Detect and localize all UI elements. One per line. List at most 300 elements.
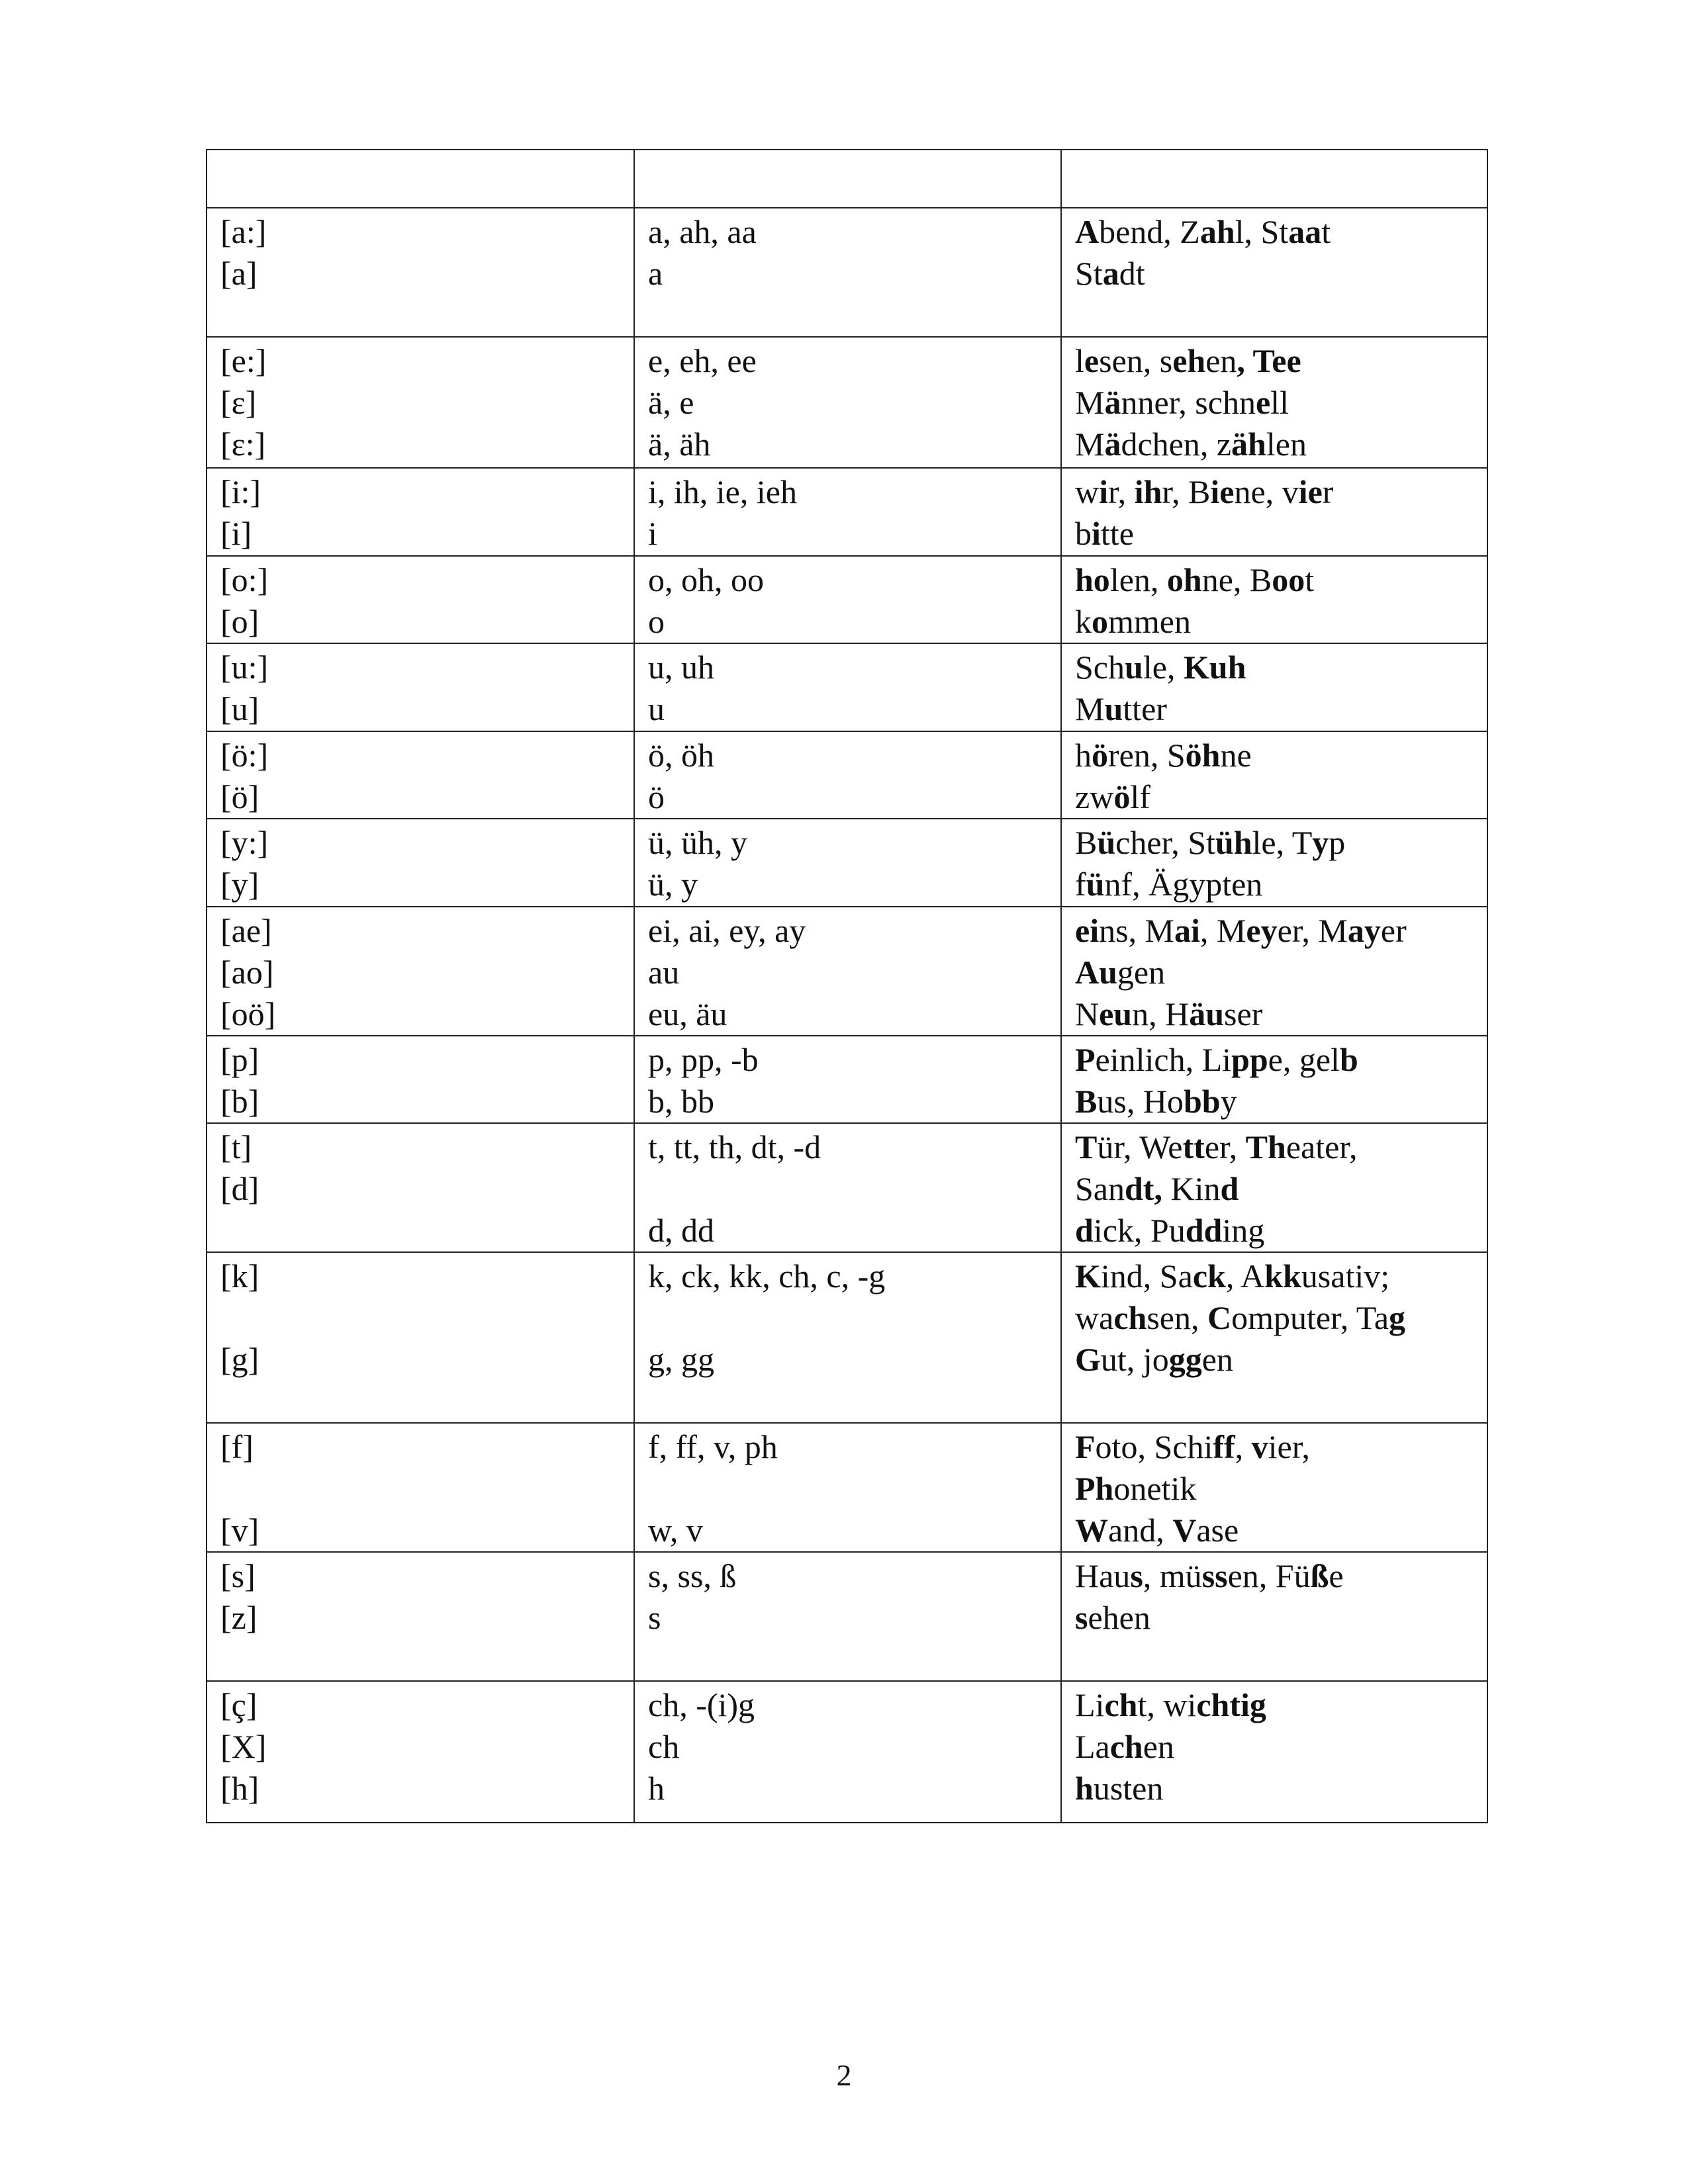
highlighted-letters: B [1075, 1083, 1098, 1120]
ipa-symbol: [f] [220, 1428, 254, 1465]
spelling-text: au [648, 954, 680, 991]
example-text: le, T [1252, 824, 1313, 861]
example-text: Li [1075, 1686, 1105, 1723]
example-cell [1061, 1681, 1487, 1823]
highlighted-letters: b [1339, 1041, 1358, 1078]
example-line [1075, 382, 1474, 424]
ipa-symbol: [ö:] [220, 737, 269, 774]
example-text: ier, [1268, 1428, 1310, 1465]
example-line [1075, 1597, 1474, 1639]
sound-cell [207, 1423, 634, 1552]
highlighted-letters: o [1092, 603, 1108, 640]
highlighted-letters: ih [1134, 473, 1162, 510]
example-text: ür, We [1097, 1128, 1183, 1165]
ipa-symbol: [t] [220, 1128, 252, 1165]
example-text: onetik [1113, 1470, 1197, 1507]
example-line [1075, 1726, 1474, 1768]
highlighted-letters: G [1075, 1341, 1101, 1378]
example-text: Kin [1162, 1170, 1221, 1207]
sound-cell [207, 1036, 634, 1123]
ipa-symbol: [a:] [220, 213, 267, 250]
example-cell [1061, 1252, 1487, 1423]
example-line [1075, 1126, 1474, 1168]
ipa-symbol: [i:] [220, 473, 261, 510]
highlighted-letters: ü [1086, 866, 1105, 903]
highlighted-letters: ß [1310, 1557, 1329, 1594]
ipa-symbol [220, 1468, 620, 1510]
table-row [207, 468, 1487, 556]
example-text: M [1075, 690, 1105, 727]
highlighted-letters: eu [1099, 995, 1133, 1032]
spelling-cell [634, 643, 1061, 731]
example-text: us, Ho [1097, 1083, 1184, 1120]
example-line [1075, 1768, 1474, 1809]
ipa-symbol: [b] [220, 1083, 259, 1120]
highlighted-letters: ch [1104, 1686, 1138, 1723]
example-text: zw [1075, 778, 1114, 815]
example-line [1075, 1468, 1474, 1510]
ipa-symbol: [d] [220, 1170, 259, 1207]
example-text: eater, [1286, 1128, 1358, 1165]
highlighted-letters: ey [1246, 912, 1278, 949]
highlighted-letters: d [1075, 1212, 1094, 1249]
highlighted-letters: d [1220, 1170, 1239, 1207]
example-text: M [1075, 426, 1105, 463]
example-text: , mü [1143, 1557, 1202, 1594]
sound-cell [207, 731, 634, 819]
example-text: gen [1117, 954, 1166, 991]
ipa-symbol: [ɛ] [220, 384, 257, 421]
highlighted-letters: Kuh [1183, 649, 1246, 686]
ipa-symbol: [s] [220, 1557, 256, 1594]
ipa-symbol: [o] [220, 603, 259, 640]
example-text: len [1266, 426, 1307, 463]
highlighted-letters: ay [1347, 912, 1381, 949]
header-cell-examples [1061, 150, 1487, 208]
ipa-symbol [220, 295, 620, 336]
example-line [1075, 1297, 1474, 1339]
ipa-symbol: [y:] [220, 824, 269, 861]
highlighted-letters: aa [1288, 213, 1322, 250]
example-text: ick, Pu [1093, 1212, 1186, 1249]
example-text: wa [1075, 1299, 1114, 1336]
spelling-cell [634, 1552, 1061, 1681]
ipa-symbol: [ɛ:] [220, 426, 266, 463]
highlighted-letters: i [1099, 473, 1109, 510]
example-text: b [1075, 515, 1092, 552]
highlighted-letters: kk [1264, 1257, 1301, 1295]
highlighted-letters: ö [1092, 737, 1108, 774]
example-text: le, [1143, 649, 1184, 686]
sound-cell [207, 208, 634, 337]
highlighted-letters: T [1075, 1128, 1098, 1165]
example-cell [1061, 337, 1487, 468]
example-line [1075, 864, 1474, 905]
example-text: e, gel [1268, 1041, 1340, 1078]
example-text: t, wi [1137, 1686, 1197, 1723]
example-text: usativ; [1301, 1257, 1390, 1295]
example-text: r, [1108, 473, 1135, 510]
example-text: p [1329, 824, 1346, 861]
spelling-cell [634, 1123, 1061, 1252]
example-text: er, M [1277, 912, 1348, 949]
example-text: ll [1270, 384, 1289, 421]
example-line [1075, 1210, 1474, 1251]
highlighted-letters: e [1084, 342, 1100, 379]
example-text: mmen [1108, 603, 1191, 640]
example-text: t [1321, 213, 1331, 250]
spelling-text: h [648, 1770, 665, 1807]
example-text: bend, Z [1099, 213, 1200, 250]
spelling-text: a, ah, aa [648, 213, 757, 250]
ipa-symbol: [h] [220, 1770, 259, 1807]
example-line [1075, 910, 1474, 952]
spelling-text: ä, äh [648, 426, 711, 463]
ipa-symbol: [e:] [220, 342, 267, 379]
example-text: ne, B [1201, 561, 1272, 598]
ipa-symbol [220, 1639, 620, 1680]
example-text: r, B [1162, 473, 1211, 510]
spelling-cell [634, 468, 1061, 556]
ipa-symbol: [ç] [220, 1686, 258, 1723]
example-text: f [1075, 866, 1086, 903]
spelling-text: g, gg [648, 1341, 714, 1378]
example-text: ns, M [1099, 912, 1175, 949]
highlighted-letters: F [1075, 1428, 1096, 1465]
spelling-text: ch, -(i)g [648, 1686, 755, 1723]
highlighted-letters: oo [1272, 561, 1305, 598]
spelling-text: ch [648, 1728, 680, 1765]
example-text: tte [1100, 515, 1134, 552]
spelling-text: ä, e [648, 384, 694, 421]
example-text: ser [1224, 995, 1263, 1032]
example-text: t [1305, 561, 1315, 598]
spelling-text: ö [648, 778, 665, 815]
example-text: sen, s [1099, 342, 1173, 379]
example-line [1075, 1426, 1474, 1468]
example-text: y [1220, 1083, 1237, 1120]
spelling-text: k, ck, kk, ch, c, -g [648, 1257, 886, 1295]
highlighted-letters: chtig [1196, 1686, 1266, 1723]
spelling-text: t, tt, th, dt, -d [648, 1128, 821, 1165]
highlighted-letters: ä [1104, 384, 1121, 421]
example-text: dchen, z [1121, 426, 1232, 463]
highlighted-letters: Ph [1075, 1470, 1114, 1507]
spelling-text: o [648, 603, 665, 640]
example-text: nf, Ägypten [1104, 866, 1263, 903]
example-line [1075, 253, 1474, 295]
highlighted-letters: ü [1097, 824, 1116, 861]
example-line [1075, 1555, 1474, 1597]
example-line [1075, 1339, 1474, 1381]
highlighted-letters: V [1172, 1512, 1197, 1549]
example-line [1075, 1039, 1474, 1081]
highlighted-letters: ch [1109, 1728, 1143, 1765]
example-text: cher, St [1115, 824, 1215, 861]
example-line [1075, 776, 1474, 818]
example-text: La [1075, 1728, 1110, 1765]
ipa-symbol: [ö] [220, 778, 259, 815]
example-cell [1061, 1423, 1487, 1552]
example-text: , A [1225, 1257, 1265, 1295]
ipa-symbol: [ae] [220, 912, 272, 949]
table-row [207, 337, 1487, 468]
spelling-cell [634, 208, 1061, 337]
sound-cell [207, 1681, 634, 1823]
table-row [207, 556, 1487, 643]
example-line [1075, 1381, 1474, 1422]
table-row [207, 731, 1487, 819]
highlighted-letters: eh [1172, 342, 1206, 379]
example-text: Hau [1075, 1557, 1131, 1594]
highlighted-letters: äu [1189, 995, 1225, 1032]
spelling-cell [634, 731, 1061, 819]
spelling-text: ö, öh [648, 737, 714, 774]
ipa-symbol [220, 1210, 620, 1251]
highlighted-letters: , Tee [1237, 342, 1301, 379]
ipa-symbol: [X] [220, 1728, 267, 1765]
example-text: M [1075, 384, 1105, 421]
spelling-cell [634, 556, 1061, 643]
sound-cell [207, 468, 634, 556]
example-line [1075, 295, 1474, 336]
spelling-text: u [648, 690, 665, 727]
highlighted-letters: P [1075, 1041, 1096, 1078]
spelling-cell [634, 1036, 1061, 1123]
example-line [1075, 1255, 1474, 1297]
spelling-text [648, 1297, 1047, 1339]
example-line [1075, 424, 1474, 465]
highlighted-letters: K [1075, 1257, 1101, 1295]
table-row [207, 1252, 1487, 1423]
ipa-symbol: [ao] [220, 954, 274, 991]
table-row [207, 208, 1487, 337]
spelling-text: b, bb [648, 1083, 714, 1120]
example-cell [1061, 819, 1487, 907]
example-text: N [1075, 995, 1100, 1032]
spelling-text: a [648, 255, 663, 292]
example-text: Sch [1075, 649, 1125, 686]
spelling-text: ü, y [648, 866, 698, 903]
example-line [1075, 1168, 1474, 1210]
sound-cell [207, 337, 634, 468]
highlighted-letters: ie [1210, 473, 1235, 510]
highlighted-letters: ho [1075, 561, 1110, 598]
highlighted-letters: äh [1231, 426, 1266, 463]
ipa-symbol: [p] [220, 1041, 259, 1078]
example-line [1075, 1510, 1474, 1551]
example-text: , M [1199, 912, 1246, 949]
ipa-symbol: [k] [220, 1257, 259, 1295]
sound-cell [207, 1252, 634, 1423]
highlighted-letters: s [1130, 1557, 1143, 1594]
ipa-symbol: [z] [220, 1599, 258, 1636]
spelling-text: i [648, 515, 657, 552]
ipa-symbol: [y] [220, 866, 259, 903]
example-text: r [1322, 473, 1334, 510]
example-text: and, [1108, 1512, 1173, 1549]
example-line [1075, 993, 1474, 1035]
highlighted-letters: ei [1075, 912, 1100, 949]
example-text: ne [1220, 737, 1252, 774]
example-cell [1061, 1123, 1487, 1252]
spelling-text [648, 1468, 1047, 1510]
example-text: San [1075, 1170, 1125, 1207]
example-text: er, [1204, 1128, 1246, 1165]
highlighted-letters: tt [1182, 1128, 1205, 1165]
example-line [1075, 1639, 1474, 1680]
example-text: tter [1123, 690, 1167, 727]
example-text: w [1075, 473, 1100, 510]
spelling-cell [634, 1252, 1061, 1423]
highlighted-letters: öh [1185, 737, 1221, 774]
highlighted-letters: s [1075, 1599, 1088, 1636]
highlighted-letters: i [1092, 515, 1101, 552]
spelling-text: s, ss, ß [648, 1557, 737, 1594]
example-cell [1061, 731, 1487, 819]
spelling-text [648, 1168, 1047, 1210]
table-row [207, 1123, 1487, 1252]
highlighted-letters: pp [1231, 1041, 1268, 1078]
spelling-text: o, oh, oo [648, 561, 764, 598]
example-text: St [1075, 255, 1103, 292]
sound-cell [207, 1552, 634, 1681]
highlighted-letters: bb [1183, 1083, 1221, 1120]
table-row [207, 819, 1487, 907]
ipa-symbol: [v] [220, 1512, 259, 1549]
example-line [1075, 211, 1474, 253]
highlighted-letters: W [1075, 1512, 1108, 1549]
spelling-cell [634, 907, 1061, 1036]
example-line [1075, 952, 1474, 993]
page-number: 2 [836, 2058, 852, 2092]
example-cell [1061, 1036, 1487, 1123]
spelling-text: d, dd [648, 1212, 714, 1249]
highlighted-letters: dd [1185, 1212, 1223, 1249]
phonetics-table [206, 149, 1488, 1823]
example-text: en [1205, 342, 1237, 379]
sound-cell [207, 907, 634, 1036]
example-line [1075, 513, 1474, 555]
example-line [1075, 559, 1474, 601]
spelling-text: ei, ai, ey, ay [648, 912, 806, 949]
example-text: B [1075, 824, 1098, 861]
example-text: ut, jo [1100, 1341, 1169, 1378]
spelling-text [648, 295, 1047, 336]
ipa-symbol [220, 1381, 620, 1422]
highlighted-letters: u [1125, 649, 1143, 686]
spelling-text [648, 1639, 1047, 1680]
highlighted-letters: u [1104, 690, 1123, 727]
highlighted-letters: ö [1113, 778, 1131, 815]
table-row [207, 643, 1487, 731]
spelling-cell [634, 337, 1061, 468]
example-cell [1061, 907, 1487, 1036]
highlighted-letters: A [1075, 213, 1100, 250]
highlighted-letters: oh [1166, 561, 1202, 598]
example-cell [1061, 556, 1487, 643]
highlighted-letters: C [1207, 1299, 1232, 1336]
table-row [207, 1681, 1487, 1823]
example-text: oto, Schi [1095, 1428, 1213, 1465]
example-text: dt [1119, 255, 1145, 292]
ipa-symbol: [oö] [220, 995, 276, 1032]
highlighted-letters: h [1075, 1770, 1094, 1807]
spelling-text: u, uh [648, 649, 714, 686]
sound-cell [207, 556, 634, 643]
highlighted-letters: ä [1104, 426, 1121, 463]
ipa-symbol: [g] [220, 1341, 259, 1378]
highlighted-letters: y [1312, 824, 1329, 861]
highlighted-letters: dt, [1125, 1170, 1162, 1207]
example-text: einlich, Li [1095, 1041, 1232, 1078]
example-text: ne, v [1234, 473, 1299, 510]
table-header-row [207, 150, 1487, 208]
example-text: en [1143, 1728, 1174, 1765]
sound-cell [207, 643, 634, 731]
example-text: k [1075, 603, 1092, 640]
spelling-text [648, 1381, 1047, 1422]
example-text: l, St [1235, 213, 1289, 250]
spelling-cell [634, 819, 1061, 907]
spelling-text: ü, üh, y [648, 824, 747, 861]
example-cell [1061, 468, 1487, 556]
example-line [1075, 688, 1474, 730]
highlighted-letters: ff [1213, 1428, 1235, 1465]
table-row [207, 1036, 1487, 1123]
spelling-text: e, eh, ee [648, 342, 757, 379]
highlighted-letters: Au [1075, 954, 1117, 991]
highlighted-letters: ss [1201, 1557, 1228, 1594]
example-line [1075, 340, 1474, 382]
example-text: omputer, Ta [1231, 1299, 1389, 1336]
spelling-cell [634, 1681, 1061, 1823]
example-text: ehen [1088, 1599, 1150, 1636]
header-cell-sounds [207, 150, 634, 208]
example-line [1075, 1081, 1474, 1122]
spelling-text: w, v [648, 1512, 703, 1549]
highlighted-letters: üh [1215, 824, 1252, 861]
table-row [207, 907, 1487, 1036]
highlighted-letters: v [1251, 1428, 1268, 1465]
highlighted-letters: gg [1168, 1341, 1202, 1378]
phonetics-table-body [207, 150, 1487, 1823]
ipa-symbol [220, 1297, 620, 1339]
example-line [1075, 1684, 1474, 1726]
example-text: l [1075, 342, 1084, 379]
example-line [1075, 601, 1474, 643]
spelling-text: p, pp, -b [648, 1041, 759, 1078]
highlighted-letters: g [1389, 1299, 1406, 1336]
example-line [1075, 822, 1474, 864]
example-text: , [1235, 1428, 1252, 1465]
highlighted-letters: ch [1113, 1299, 1147, 1336]
highlighted-letters: ie [1298, 473, 1323, 510]
example-text: len, [1109, 561, 1167, 598]
example-text: ing [1222, 1212, 1265, 1249]
ipa-symbol: [u] [220, 690, 259, 727]
example-text: nner, schn [1121, 384, 1256, 421]
example-text: n, H [1132, 995, 1190, 1032]
sound-cell [207, 1123, 634, 1252]
example-line [1075, 471, 1474, 513]
example-cell [1061, 1552, 1487, 1681]
example-text: e [1329, 1557, 1344, 1594]
example-text: ind, Sa [1100, 1257, 1193, 1295]
ipa-symbol: [o:] [220, 561, 269, 598]
sound-cell [207, 819, 634, 907]
example-text: en [1201, 1341, 1233, 1378]
